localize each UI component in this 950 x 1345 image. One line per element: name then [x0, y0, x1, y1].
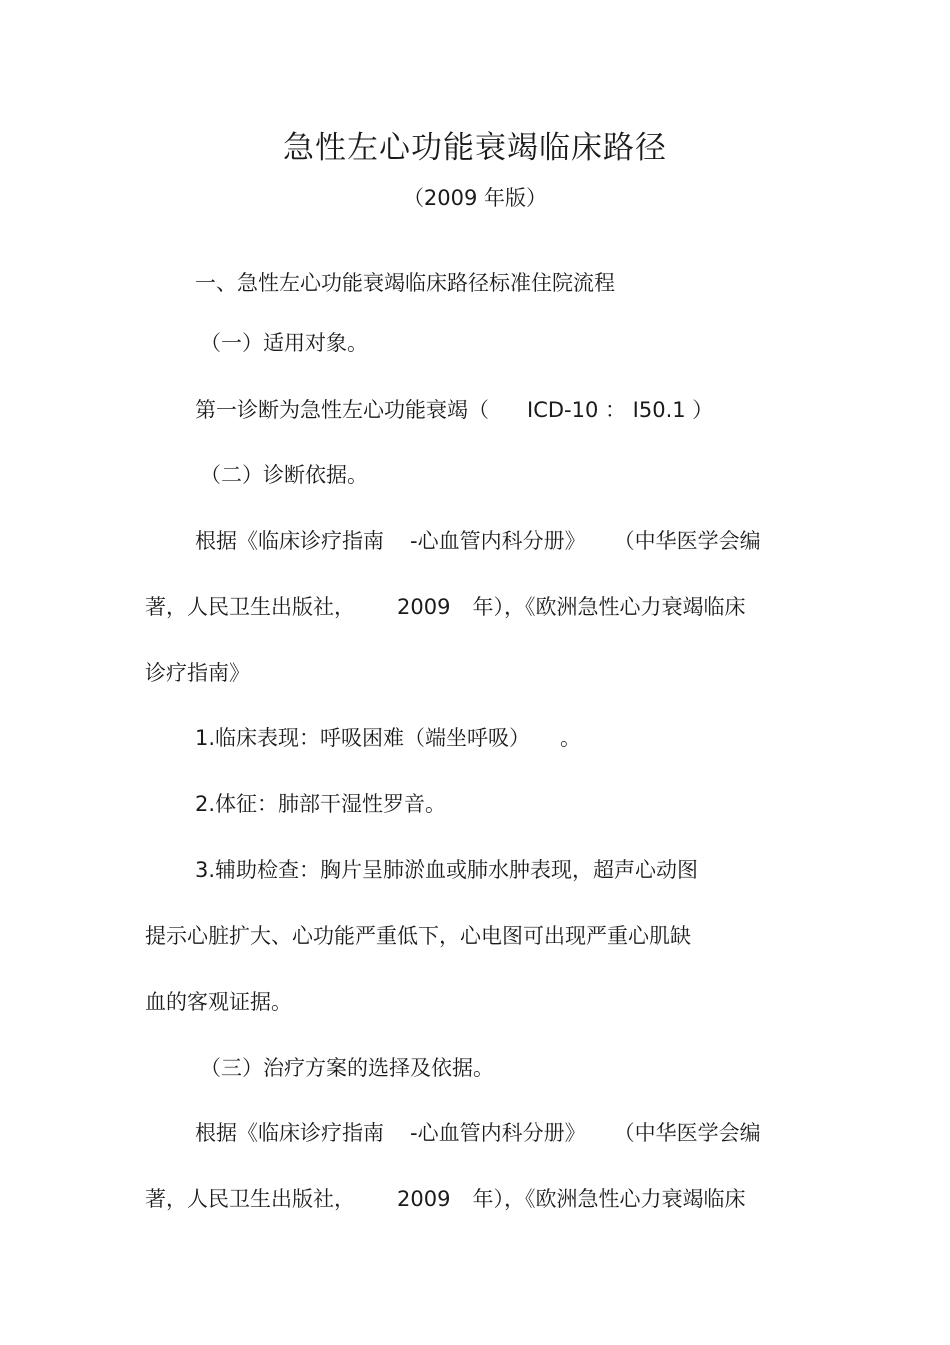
text-segment: 2009 — [397, 1187, 451, 1211]
paragraph-line: 提示心脏扩大、心功能严重低下，心电图可出现严重心肌缺 — [145, 924, 691, 948]
subsection-heading-1: （一）适用对象。 — [200, 331, 368, 355]
text-segment: 著，人民卫生出版社， — [145, 595, 355, 619]
paragraph-line — [195, 723, 581, 753]
document-subtitle: （2009 年版） — [402, 186, 548, 210]
paragraph-line: 血的客观证据。 — [145, 990, 292, 1014]
subsection-heading-3: （三）治疗方案的选择及依据。 — [200, 1056, 494, 1080]
text-segment: 著，人民卫生出版社， — [145, 1187, 355, 1211]
text-segment: 1.临床表现：呼吸困难（端坐呼吸） — [195, 726, 531, 750]
document-title: 急性左心功能衰竭临床路径 — [283, 130, 667, 166]
paragraph-line — [195, 1118, 761, 1148]
section-heading-1: 一、急性左心功能衰竭临床路径标准住院流程 — [195, 271, 615, 295]
subsection-heading-2: （二）诊断依据。 — [200, 463, 368, 487]
text-segment: （中华医学会编 — [613, 529, 761, 553]
paragraph-line — [195, 395, 713, 425]
paragraph-line: 3.辅助检查：胸片呈肺淤血或肺水肿表现，超声心动图 — [195, 858, 699, 882]
text-segment: 年），《欧洲急性心力衰竭临床 — [472, 1187, 746, 1211]
paragraph-line — [145, 592, 745, 622]
text-segment: -心血管内科分册》 — [410, 1121, 586, 1145]
text-segment: （中华医学会编 — [613, 1121, 761, 1145]
text-segment: ICD-10 ： I50.1 ） — [527, 398, 714, 422]
text-segment: 。 — [560, 726, 582, 750]
paragraph-line: 2.体征：肺部干湿性罗音。 — [195, 792, 447, 816]
paragraph-line: 诊疗指南》 — [145, 661, 250, 685]
paragraph-line — [145, 1184, 745, 1214]
text-segment: 年），《欧洲急性心力衰竭临床 — [472, 595, 746, 619]
paragraph-line — [195, 526, 761, 556]
text-segment: 根据《临床诊疗指南 — [195, 529, 384, 553]
text-segment: -心血管内科分册》 — [410, 529, 586, 553]
text-segment: 第一诊断为急性左心功能衰竭（ — [195, 398, 489, 422]
text-segment: 根据《临床诊疗指南 — [195, 1121, 384, 1145]
text-segment: 2009 — [397, 595, 451, 619]
